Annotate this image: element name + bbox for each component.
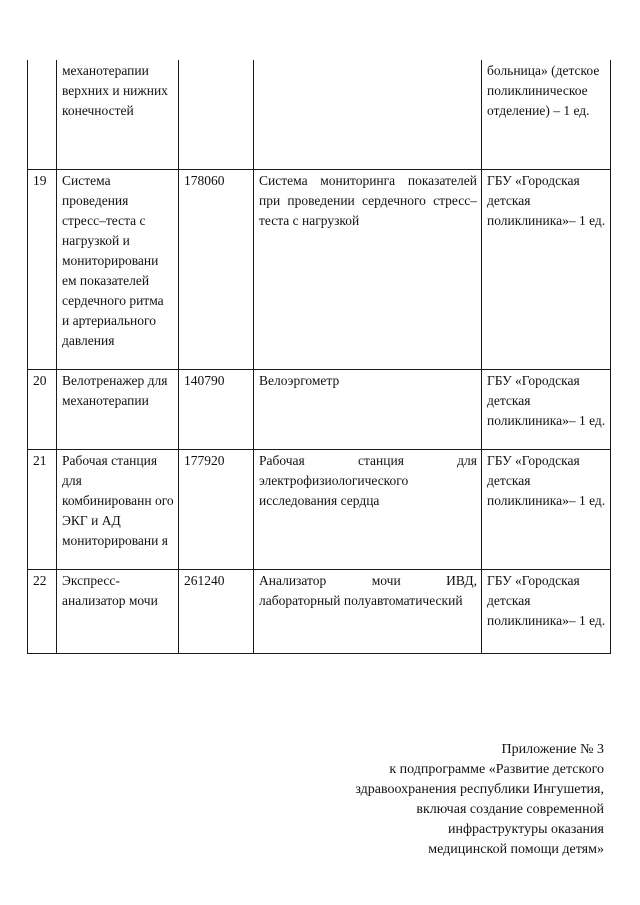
- equipment-name-cell: Велотренажер для механотерапии: [57, 370, 179, 450]
- table-row: [28, 370, 611, 450]
- equipment-name-cell: Рабочая станция для комбинированн ого ЭКГ и АД мониторировани я: [57, 450, 179, 570]
- recipient-organization-cell: ГБУ «Городская детская поликлиника»– 1 ед.: [482, 450, 611, 570]
- equipment-code-cell: [179, 60, 254, 170]
- appendix-title: Приложение № 3: [501, 742, 604, 757]
- appendix-line: здравоохранения республики Ингушетия,: [355, 782, 604, 797]
- equipment-description-cell: Система мониторинга показателей при проведении сердечного стресс–теста с нагрузкой: [254, 170, 482, 370]
- equipment-description-cell: [254, 60, 482, 170]
- table-row: [28, 170, 611, 370]
- equipment-code-cell: 178060: [179, 170, 254, 370]
- appendix-line: медицинской помощи детям»: [428, 842, 604, 857]
- equipment-description-cell: Анализатор мочи ИВД, лабораторный полуавтоматический: [254, 570, 482, 654]
- equipment-description-cell: Рабочая станция для электрофизиологического исследования сердца: [254, 450, 482, 570]
- appendix-line: инфраструктуры оказания: [447, 822, 604, 837]
- appendix-line: включая создание современной: [416, 802, 604, 817]
- row-number-cell: 21: [28, 450, 57, 570]
- equipment-name-cell: Система проведения стресс–теста с нагрузкой и мониторировани ем показателей сердечного ритма и артериального давления: [57, 170, 179, 370]
- equipment-code-cell: 140790: [179, 370, 254, 450]
- equipment-description-cell: Велоэргометр: [254, 370, 482, 450]
- table-row: [28, 450, 611, 570]
- row-number-cell: 19: [28, 170, 57, 370]
- recipient-organization-cell: ГБУ «Городская детская поликлиника»– 1 ед.: [482, 370, 611, 450]
- row-number-cell: 22: [28, 570, 57, 654]
- equipment-name-cell: механотерапии верхних и нижних конечностей: [57, 60, 179, 170]
- recipient-organization-cell: ГБУ «Городская детская поликлиника»– 1 ед.: [482, 170, 611, 370]
- recipient-organization-cell: ГБУ «Городская детская поликлиника»– 1 ед.: [482, 570, 611, 654]
- recipient-organization-cell: больница» (детское поликлиническое отделение) – 1 ед.: [482, 60, 611, 170]
- equipment-name-cell: Экспресс-анализатор мочи: [57, 570, 179, 654]
- equipment-code-cell: 261240: [179, 570, 254, 654]
- equipment-code-cell: 177920: [179, 450, 254, 570]
- row-number-cell: [28, 60, 57, 170]
- appendix-line: к подпрограмме «Развитие детского: [389, 762, 604, 777]
- equipment-table: [27, 60, 611, 654]
- table-row: [28, 570, 611, 654]
- appendix-heading: [304, 740, 604, 860]
- table-row-continuation: [28, 60, 611, 170]
- row-number-cell: 20: [28, 370, 57, 450]
